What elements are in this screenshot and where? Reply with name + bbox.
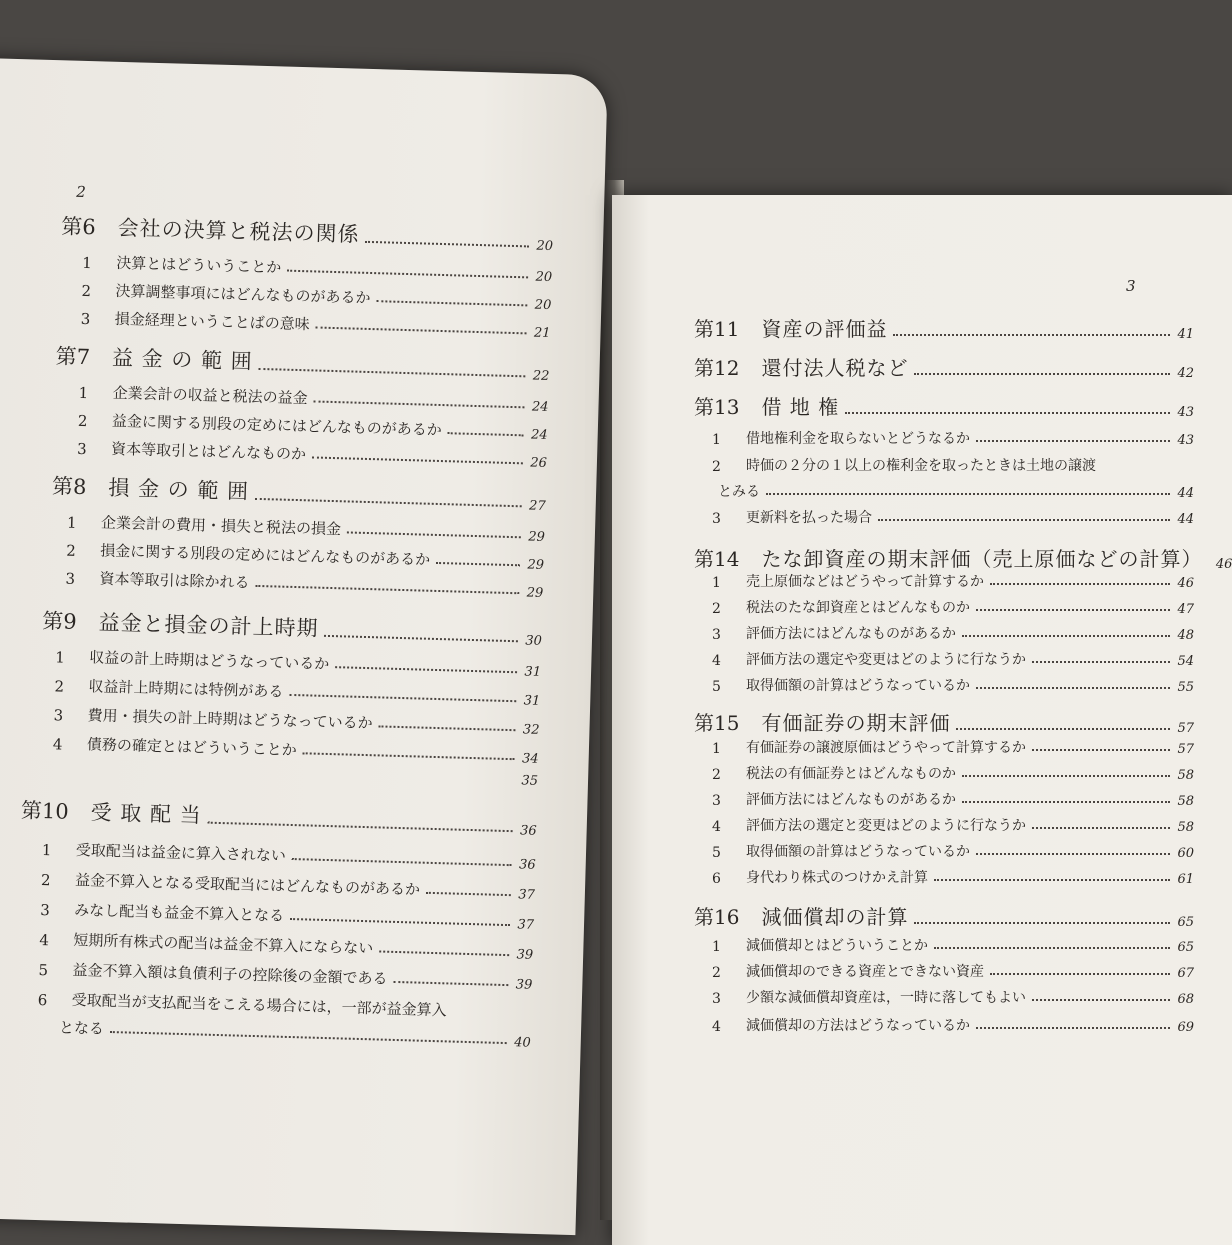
toc-section-entry <box>712 675 1194 695</box>
toc-entry-number: 3 <box>53 706 64 725</box>
toc-entry-page: 20 <box>536 238 554 255</box>
dot-leader <box>347 531 521 538</box>
toc-section-entry <box>65 567 543 601</box>
toc-entry-page: 65 <box>1177 915 1194 930</box>
toc-entry-page: 44 <box>1177 512 1194 527</box>
toc-section-entry <box>712 597 1194 617</box>
toc-entry-number: 第9 <box>41 608 78 634</box>
toc-entry-number: 第11 <box>694 317 740 341</box>
toc-section-entry <box>38 958 532 993</box>
toc-entry-title: 取得価額の計算はどうなっているか <box>746 678 970 694</box>
toc-entry-number: 3 <box>712 991 721 1007</box>
toc-entry-page: 69 <box>1177 1020 1194 1035</box>
toc-entry-title: 税法のたな卸資産とはどんなものか <box>746 600 970 616</box>
dot-leader <box>1032 999 1170 1001</box>
toc-entry-page: 31 <box>523 693 541 709</box>
toc-chapter-entry <box>61 210 554 254</box>
toc-entry-number: 2 <box>712 601 721 617</box>
toc-entry-number: 3 <box>80 309 91 329</box>
dot-leader <box>290 918 510 926</box>
toc-entry-page: 44 <box>1177 486 1194 501</box>
dot-leader <box>1032 749 1170 751</box>
toc-entry-title: 評価方法の選定や変更はどのように行なうか <box>746 652 1026 668</box>
toc-section-entry <box>712 935 1194 955</box>
toc-entry-page: 58 <box>1177 794 1194 809</box>
toc-entry-number: 2 <box>712 459 721 475</box>
toc-entry-page: 60 <box>1177 846 1194 861</box>
toc-entry-number: 4 <box>712 819 721 835</box>
toc-entry-title: たな卸資産の期末評価（売上原価などの計算） <box>761 547 1203 571</box>
toc-section-entry <box>712 987 1194 1007</box>
toc-entry-page: 24 <box>530 427 548 443</box>
toc-entry-page: 55 <box>1177 680 1194 695</box>
toc-entry-page: 37 <box>518 887 536 903</box>
dot-leader <box>426 892 511 896</box>
toc-section-entry <box>41 868 535 903</box>
toc-chapter-entry <box>21 794 538 838</box>
toc-entry-page: 58 <box>1177 768 1194 783</box>
toc-entry-title: みなし配当も益金不算入となる <box>73 900 285 925</box>
toc-entry-page: 20 <box>535 269 553 286</box>
toc-entry-page: 39 <box>515 977 533 993</box>
dot-leader <box>976 1027 1170 1029</box>
toc-entry-number: 第16 <box>694 905 740 929</box>
toc-chapter-entry <box>694 543 1232 572</box>
toc-section-entry <box>712 507 1194 527</box>
dot-leader <box>379 950 509 956</box>
toc-entry-number: 1 <box>82 253 93 273</box>
toc-entry-title: 会社の決算と税法の関係 <box>117 215 360 247</box>
toc-entry-title: 企業会計の収益と税法の益金 <box>112 383 308 408</box>
toc-entry-title: とみる <box>718 484 760 500</box>
toc-section-entry <box>712 1015 1194 1035</box>
dot-leader <box>255 585 519 594</box>
toc-entry-title: 借地権利金を取らないとどうなるか <box>746 431 970 447</box>
toc-entry-page: 57 <box>1177 721 1194 736</box>
toc-entry-title: 売上原価などはどうやって計算するか <box>746 574 984 590</box>
toc-entry-title: 少額な減価償却資産は，一時に落してもよい <box>746 990 1026 1006</box>
dot-leader <box>990 583 1170 585</box>
dot-leader <box>312 456 523 464</box>
dot-leader <box>1032 661 1170 663</box>
toc-section-entry <box>712 455 1194 475</box>
toc-entry-title: 益金不算入額は負債利子の控除後の金額である <box>72 960 388 988</box>
toc-entry-page: 57 <box>1177 742 1194 757</box>
dot-leader <box>934 879 1170 881</box>
dot-leader <box>976 853 1170 855</box>
toc-entry-title: 評価方法にはどんなものがあるか <box>746 626 956 642</box>
toc-entry-page: 26 <box>530 455 548 471</box>
toc-entry-title: 企業会計の費用・損失と税法の損金 <box>100 513 342 539</box>
toc-entry-page: 68 <box>1177 992 1194 1007</box>
toc-section-entry <box>712 815 1194 835</box>
toc-entry-title: 損金経理ということばの意味 <box>114 309 310 334</box>
toc-entry-page: 35 <box>521 773 539 789</box>
toc-entry-title: 益 金 の 範 囲 <box>111 345 254 374</box>
dot-leader <box>845 412 1170 414</box>
dot-leader <box>110 1031 507 1044</box>
dot-leader <box>976 687 1170 689</box>
toc-entry-title: 取得価額の計算はどうなっているか <box>746 844 970 860</box>
dot-leader <box>976 440 1170 442</box>
dot-leader <box>207 822 512 833</box>
toc-entry-title: 益金不算入となる受取配当にはどんなものがあるか <box>74 870 421 899</box>
dot-leader <box>934 947 1170 949</box>
toc-section-entry <box>712 789 1194 809</box>
dot-leader <box>1032 827 1170 829</box>
toc-entry-page: 54 <box>1177 654 1194 669</box>
dot-leader <box>962 801 1170 803</box>
toc-chapter-entry <box>52 470 547 514</box>
toc-entry-number: 5 <box>38 960 49 980</box>
toc-entry-page: 29 <box>527 557 545 573</box>
toc-entry-page: 47 <box>1177 602 1194 617</box>
toc-entry-number: 2 <box>66 541 77 560</box>
toc-entry-number: 第8 <box>51 474 87 500</box>
toc-section-entry <box>42 838 536 873</box>
toc-entry-title: 減価償却とはどういうことか <box>746 938 928 954</box>
toc-entry-page: 39 <box>516 947 534 963</box>
toc-entry-title: 有価証券の譲渡原価はどうやって計算するか <box>746 740 1026 756</box>
toc-entry-number: 3 <box>712 793 721 809</box>
dot-leader <box>378 725 515 731</box>
left-page <box>0 58 608 1235</box>
dot-leader <box>292 858 512 866</box>
toc-entry-number: 4 <box>39 931 50 950</box>
dot-leader <box>324 635 518 642</box>
toc-section-entry <box>718 481 1194 501</box>
toc-section-entry <box>712 649 1194 669</box>
dot-leader <box>335 666 517 673</box>
dot-leader <box>303 752 515 760</box>
toc-entry-page: 29 <box>528 529 546 545</box>
toc-entry-page: 36 <box>519 823 537 839</box>
dot-leader <box>436 562 520 566</box>
toc-chapter-entry <box>694 313 1194 342</box>
toc-entry-number: 3 <box>76 439 87 459</box>
toc-entry-number: 1 <box>712 575 721 591</box>
toc-entry-page: 41 <box>1177 327 1194 342</box>
toc-entry-title: 税法の有価証券とはどんなものか <box>746 766 956 782</box>
dot-leader <box>376 300 527 306</box>
toc-section-entry <box>712 867 1194 887</box>
toc-entry-page: 20 <box>534 297 552 314</box>
dot-leader <box>766 493 1170 495</box>
toc-entry-number: 第13 <box>694 395 740 419</box>
toc-entry-title: 収益の計上時期はどうなっているか <box>89 648 330 673</box>
page-number: 2 <box>76 182 87 202</box>
toc-entry-title: 時価の２分の１以上の権利金を取ったときは土地の譲渡 <box>746 458 1096 474</box>
toc-entry-page: 61 <box>1177 872 1194 887</box>
toc-section-entry <box>712 571 1194 591</box>
toc-entry-page: 46 <box>1215 557 1232 572</box>
toc-chapter-entry <box>694 352 1194 381</box>
dot-leader <box>448 432 524 436</box>
toc-entry-title: 減価償却のできる資産とできない資産 <box>746 964 984 980</box>
toc-entry-title: 資本等取引とはどんなものか <box>110 439 307 464</box>
toc-section-entry <box>77 437 547 471</box>
toc-entry-page: 37 <box>517 917 535 933</box>
toc-entry-number: 2 <box>54 677 65 696</box>
toc-entry-number: 4 <box>712 653 721 669</box>
toc-section-entry <box>712 961 1194 981</box>
dot-leader <box>258 368 525 377</box>
toc-entry-title: 債務の確定とはどういうことか <box>86 735 298 760</box>
toc-entry-page: 32 <box>522 722 540 738</box>
toc-entry-title: 損金に関する別段の定めにはどんなものがあるか <box>100 541 431 569</box>
toc-entry-page: 22 <box>532 368 550 385</box>
toc-entry-page: 36 <box>518 857 536 873</box>
dot-leader <box>878 519 1170 521</box>
toc-entry-number: 2 <box>712 965 721 981</box>
toc-entry-number: 5 <box>712 679 721 695</box>
toc-entry-title: 減価償却の方法はどうなっているか <box>746 1018 970 1034</box>
page-number: 3 <box>1126 277 1136 295</box>
toc-entry-number: 6 <box>712 871 721 887</box>
toc-entry-title: 受取配当は益金に算入されない <box>75 840 287 865</box>
dot-leader <box>289 694 516 702</box>
dot-leader <box>365 241 529 248</box>
toc-section-entry <box>40 898 534 933</box>
toc-chapter-entry <box>694 391 1194 420</box>
toc-entry-number: 6 <box>37 990 48 1010</box>
dot-leader <box>990 973 1170 975</box>
toc-entry-number: 1 <box>712 741 721 757</box>
toc-chapter-entry <box>55 340 550 384</box>
toc-entry-number: 5 <box>712 845 721 861</box>
toc-entry-number: 2 <box>81 281 92 301</box>
toc-chapter-entry <box>42 605 543 649</box>
toc-entry-page: 67 <box>1177 966 1194 981</box>
toc-entry-title: 決算とはどういうことか <box>116 253 282 277</box>
toc-entry-page: 27 <box>528 498 546 514</box>
toc-entry-title: 費用・損失の計上時期はどうなっているか <box>87 706 373 733</box>
toc-section-entry <box>39 928 533 963</box>
toc-entry-number: 3 <box>712 627 721 643</box>
toc-entry-number: 第10 <box>20 798 70 824</box>
toc-entry-title: 借 地 権 <box>761 395 840 419</box>
toc-entry-title: 評価方法の選定と変更はどのように行なうか <box>746 818 1026 834</box>
toc-section-entry <box>55 645 541 680</box>
toc-entry-title: 有価証券の期末評価 <box>761 711 951 735</box>
toc-section-entry <box>59 1017 531 1051</box>
toc-entry-title: 評価方法にはどんなものがあるか <box>746 792 956 808</box>
toc-entry-number: 1 <box>712 432 721 448</box>
toc-entry-title: 資産の評価益 <box>761 317 888 341</box>
toc-entry-number: 1 <box>55 648 66 667</box>
toc-entry-page: 40 <box>513 1035 531 1051</box>
toc-entry-title: 受 取 配 当 <box>90 800 203 828</box>
toc-section-entry <box>712 763 1194 783</box>
toc-entry-page: 48 <box>1177 628 1194 643</box>
toc-entry-title: 受取配当が支払配当をこえる場合には，一部が益金算入 <box>71 990 447 1020</box>
toc-entry-title: 収益計上時期には特例がある <box>88 677 284 701</box>
toc-entry-page: 31 <box>524 664 542 680</box>
dot-leader <box>914 373 1170 375</box>
toc-entry-page: 34 <box>521 751 539 767</box>
dot-leader <box>255 498 522 507</box>
toc-entry-title: 更新料を払った場合 <box>746 510 872 526</box>
toc-section-entry <box>712 623 1194 643</box>
toc-section-entry <box>53 703 539 738</box>
dot-leader <box>393 981 508 986</box>
toc-section-entry <box>712 428 1194 448</box>
toc-entry-page: 46 <box>1177 576 1194 591</box>
toc-entry-title: 損 金 の 範 囲 <box>108 475 250 504</box>
toc-entry-number: 第6 <box>60 214 97 240</box>
toc-entry-number: 第7 <box>55 344 91 370</box>
toc-entry-number: 2 <box>40 871 51 890</box>
dot-leader <box>316 326 527 334</box>
toc-entry-title: 還付法人税など <box>761 356 909 380</box>
toc-entry-page: 21 <box>533 325 551 342</box>
dot-leader <box>976 609 1170 611</box>
toc-entry-number: 第15 <box>694 711 740 735</box>
toc-entry-page: 58 <box>1177 820 1194 835</box>
toc-entry-page: 43 <box>1177 433 1194 448</box>
toc-entry-title: 減価償却の計算 <box>761 905 909 929</box>
toc-entry-number: 4 <box>52 735 63 754</box>
toc-entry-page: 42 <box>1177 366 1194 381</box>
dot-leader <box>962 635 1170 637</box>
toc-entry-page: 30 <box>525 633 543 649</box>
toc-entry-title: 益金に関する別段の定めにはどんなものがあるか <box>111 411 443 440</box>
toc-entry-page: 29 <box>526 585 544 601</box>
toc-chapter-entry <box>694 707 1194 736</box>
toc-entry-number: 1 <box>712 939 721 955</box>
toc-section-entry <box>54 674 540 709</box>
toc-section-entry <box>81 307 551 341</box>
toc-entry-number: 1 <box>78 383 89 403</box>
toc-section-entry <box>712 841 1194 861</box>
toc-entry-number: 2 <box>77 411 88 431</box>
toc-entry-page: 43 <box>1177 405 1194 420</box>
dot-leader <box>914 922 1170 924</box>
right-page <box>612 195 1232 1245</box>
toc-entry-title: となる <box>58 1018 105 1038</box>
toc-entry-number: 4 <box>712 1019 721 1035</box>
toc-entry-title: 決算調整事項にはどんなものがあるか <box>115 281 371 307</box>
toc-entry-number: 1 <box>66 513 77 532</box>
toc-entry-number: 第14 <box>694 547 740 571</box>
dot-leader <box>314 400 525 408</box>
dot-leader <box>287 270 528 279</box>
toc-entry-title: 身代わり株式のつけかえ計算 <box>746 870 928 886</box>
toc-entry-page: 65 <box>1177 940 1194 955</box>
toc-entry-title: 資本等取引は除かれる <box>99 569 250 592</box>
toc-entry-title: 短期所有株式の配当は益金不算入にならない <box>73 930 374 958</box>
toc-entry-number: 3 <box>712 511 721 527</box>
toc-entry-number: 第12 <box>694 356 740 380</box>
dot-leader <box>956 728 1170 730</box>
dot-leader <box>893 334 1170 336</box>
toc-entry-title: 益金と損金の計上時期 <box>98 610 319 641</box>
toc-entry-number: 3 <box>65 569 76 588</box>
toc-entry-number: 3 <box>39 901 51 920</box>
toc-entry-number: 1 <box>41 841 52 860</box>
dot-leader <box>962 775 1170 777</box>
toc-entry-number: 2 <box>712 767 721 783</box>
toc-chapter-entry <box>694 901 1194 930</box>
toc-entry-page: 24 <box>531 399 549 416</box>
toc-section-entry <box>712 737 1194 757</box>
